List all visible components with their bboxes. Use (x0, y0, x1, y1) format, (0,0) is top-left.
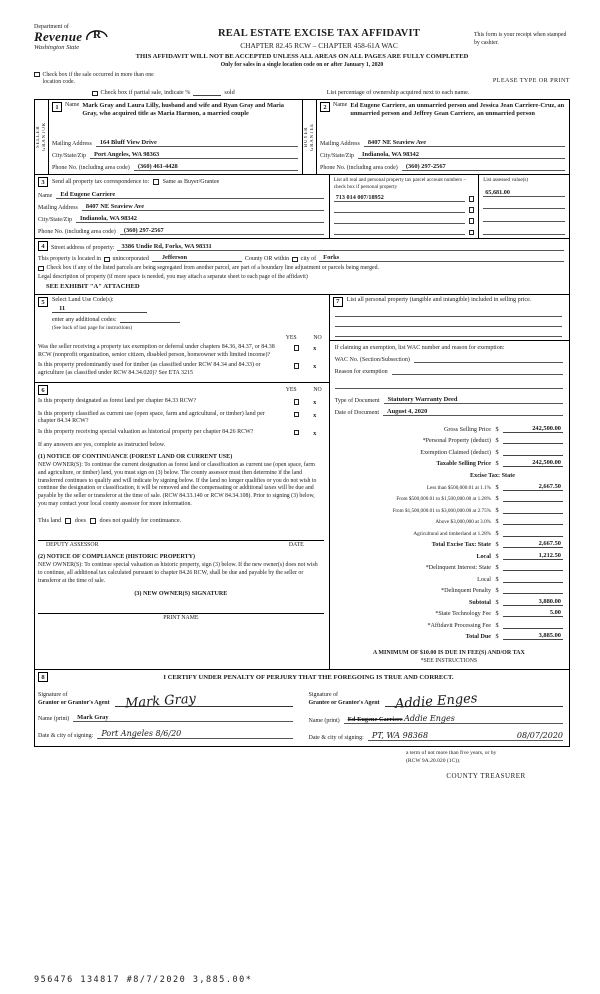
assessed-value-field-3[interactable] (483, 214, 565, 222)
buyer-city-field[interactable]: Indianola, WA 98342 (358, 151, 565, 159)
grantee-date-field[interactable] (368, 731, 563, 741)
svg-text:R: R (93, 29, 102, 41)
notice2-body: NEW OWNER(S): To continue special valuation as historic property, sign (3) below. If the new owner(s) does not wish to continue, all additional tax calculated pursuant to chapter 84.26 RCW, shall be due and payable by the seller or transferor at the time of sale. (38, 562, 318, 584)
dollar-sign: $ (495, 483, 499, 491)
grantee-print-field[interactable] (344, 714, 563, 724)
form-chapter: CHAPTER 82.45 RCW – CHAPTER 458-61A WAC (240, 41, 398, 50)
corr-mailing-field[interactable]: 8407 NE Seaview Ave (82, 203, 324, 211)
unincorporated-checkbox[interactable] (104, 257, 110, 263)
located-in-label: This property is located in (38, 256, 101, 263)
dollar-sign: $ (495, 425, 499, 433)
section6-question1: Is this property designated as forest land per chapter 84.33 RCW? (38, 398, 197, 405)
grantee-date: 08/07/2020 (516, 731, 563, 741)
personal-property-label: List all personal property (tangible and intangible) included in selling price. (346, 297, 532, 304)
section4-number: 4 (38, 241, 48, 251)
if-yes-note: If any answers are yes, complete as instructed below. (38, 442, 166, 449)
assessed-value-field-4[interactable] (483, 227, 565, 235)
does-not-checkbox[interactable] (90, 518, 96, 524)
multi-location-option (34, 72, 159, 86)
subtotal-label: Subtotal (468, 599, 491, 606)
section8-certification (35, 669, 569, 746)
buyer-mailing-field[interactable]: 8407 NE Seaview Ave (364, 139, 565, 147)
grantor-sig-label-2: Grantor or Grantor's Agent (38, 700, 110, 707)
section3-number: 3 (38, 177, 48, 187)
grantee-sig-label-2: Grantee or Grantee's Agent (308, 700, 380, 707)
s6-q2-no-mark[interactable]: x (313, 411, 317, 419)
corr-name-label: Name (38, 193, 53, 200)
no-header: NO (313, 335, 322, 342)
dollar-sign: $ (495, 437, 499, 445)
delinquent-interest-local-label: Local (477, 576, 491, 583)
grantee-signature-block (309, 687, 564, 741)
grantor-vertical-label: GRANTOR (42, 122, 47, 152)
exemption-reason-label: Reason for exemption (334, 369, 388, 376)
receipt-note: This form is your receipt when stamped by cashier. (474, 32, 567, 46)
grantor-signature: Mark Gray (124, 691, 197, 712)
land-use-label: Select Land Use Code(s): (52, 297, 114, 304)
seller-name-label: Name (65, 102, 80, 109)
total-excise-state-value[interactable]: 2,667.50 (503, 540, 563, 548)
county-treasurer-label: COUNTY TREASURER (446, 772, 526, 781)
section6-question2: Is this property classified as current use (open space, farm and agricultural, or timber) land per chapter 84.34 RCW? (38, 410, 265, 425)
personal-property-checkbox-1[interactable] (469, 196, 475, 202)
agricultural-timberland-value[interactable] (503, 529, 563, 537)
street-address-field[interactable]: 3386 Undie Rd, Forks, WA 98331 (117, 243, 564, 251)
tier1-value[interactable]: 2,667.50 (503, 483, 563, 491)
logo-state-text: Washington State (34, 43, 80, 51)
affidavit-processing-fee-label: *Affidavit Processing Fee (427, 622, 491, 629)
deputy-assessor-signature-line[interactable] (38, 540, 324, 541)
corr-phone-field[interactable]: (360) 297-2567 (120, 227, 324, 235)
grantee-vertical-label: GRANTEE (310, 123, 315, 152)
pre-form-row (34, 72, 570, 86)
section6-yes-no-header (286, 387, 322, 393)
excise-tax-state-header: Excise Tax: State (469, 472, 515, 480)
seller-name-field[interactable]: Mark Gray and Laura Lilly, husband and wife and Ryan Gray and Maria Gray, who acquired title as Maria Harmon, a married couple (82, 102, 284, 118)
partial-sale-label: Check box if partial sale, indicate % (100, 89, 191, 97)
seller-mailing-field[interactable]: 164 Bluff View Drive (96, 139, 298, 147)
notice3-title: (3) NEW OWNER(S) SIGNATURE (134, 591, 228, 598)
grantee-signature-field[interactable] (385, 687, 563, 712)
corr-city-field[interactable]: Indianola, WA 98342 (76, 215, 324, 223)
date-of-document-label: Date of Document (334, 410, 380, 417)
corr-mailing-label: Mailing Address (38, 205, 78, 212)
partial-sale-option (92, 89, 235, 96)
same-as-buyer-checkbox[interactable] (153, 179, 159, 185)
dollar-sign: $ (495, 518, 499, 526)
total-due-value[interactable]: 3,885.00 (503, 632, 563, 640)
personal-property-checkbox-3[interactable] (469, 218, 475, 224)
single-location-note: Only for sales in a single location code on or after January 1, 2020 (220, 61, 384, 68)
date-of-document-field[interactable]: August 4, 2020 (383, 408, 563, 416)
assessed-values-column (478, 175, 569, 238)
personal-property-line-1[interactable] (335, 307, 562, 317)
tier2-value[interactable] (503, 494, 563, 502)
county-or-label: County OR within (244, 256, 290, 263)
continuance-question (38, 517, 324, 524)
partial-sale-sold-label: sold (224, 89, 235, 97)
post-form-area (34, 750, 570, 782)
tier3-value[interactable] (503, 506, 563, 514)
city-name-field[interactable]: Forks (319, 254, 564, 262)
section6-question3: Is this property receiving special valuation as historical property per chapter 84.26 RCW? (38, 428, 254, 435)
grantee-sig-label-1: Signature of (308, 691, 338, 698)
grantor-print-field[interactable]: Mark Gray (73, 714, 292, 722)
legal-description-field[interactable]: SEE EXHIBIT "A" ATTACHED (46, 283, 140, 291)
dollar-sign: $ (495, 610, 499, 618)
grantee-print-struck: Ed Eugene Carriere (347, 716, 403, 724)
section5-yes-no-header (286, 335, 322, 341)
grantor-date-field[interactable]: Port Angeles 8/6/20 (97, 729, 292, 739)
gross-selling-price-value[interactable]: 242,500.00 (503, 425, 563, 433)
deputy-date-label: DATE (288, 542, 304, 549)
logo-revenue-text: Revenue (34, 29, 83, 44)
section1-number: 1 (52, 102, 62, 112)
dollar-sign: $ (495, 598, 499, 606)
cashier-stamp: 956476 134817 #8/7/2020 3,885.00* (34, 975, 253, 985)
buyer-city-label: City/State/Zip (320, 153, 354, 160)
total-excise-local-value[interactable]: 1,212.50 (503, 552, 563, 560)
section8-number: 8 (38, 672, 48, 682)
grantee-date-label: Date & city of signing: (308, 735, 364, 742)
section4-property-location (35, 238, 569, 294)
type-of-document-label: Type of Document (334, 398, 380, 405)
seller-phone-label: Phone No. (including area code) (52, 165, 130, 172)
personal-property-deduct-value[interactable] (503, 436, 563, 444)
corr-city-label: City/State/Zip (38, 217, 72, 224)
see-back-note: (See back of last page for instructions) (52, 325, 133, 332)
grantee-signature: Addie Enges (394, 691, 478, 712)
dollar-sign: $ (495, 541, 499, 549)
section5-question1: Was the seller receiving a property tax exemption or deferral under chapters 84.36, 84.37, or 84.38 RCW (nonprofit organization, senior citizen, disabled person, homeowner with limited income)? (38, 344, 275, 358)
s5-q1-no-mark[interactable]: x (313, 345, 317, 353)
seller-side-label (35, 100, 49, 174)
section5-land-use (35, 295, 329, 383)
additional-codes-field[interactable] (120, 316, 180, 323)
exemption-claimed-value[interactable] (503, 448, 563, 456)
assessed-value-field[interactable]: 65,681.00 (483, 189, 565, 197)
dollar-sign: $ (495, 575, 499, 583)
taxable-selling-price-value[interactable]: 242,500.00 (503, 459, 563, 467)
seller-city-label: City/State/Zip (52, 153, 86, 160)
affidavit-processing-fee-value[interactable] (503, 621, 563, 629)
street-address-label: Street address of property: (51, 245, 115, 252)
exemption-reason-field[interactable] (392, 367, 563, 375)
dollar-sign: $ (495, 460, 499, 468)
personal-property-box (330, 295, 569, 341)
tier4-label: Above $3,000,000 at 3.0% (435, 519, 491, 526)
notice1-body: NEW OWNER(S): To continue the current designation as forest land or classification as current use (open space, farm and agriculture, or timber) land, you must sign on (3) below. The county assessor must then determine if the land transferred continues to qualify and will indicate by signing below. If the land no longer qualifies or you do not wish to continue the designation or classification, it will be removed and the compensating or additional taxes will be due and payable by the seller or transferor at the time of sale. (RCW 84.33.140 or RCW 84.34.108). Prior to signing (3) below, you may contact your local county assessor for more information. (38, 462, 317, 507)
does-label: does (74, 517, 87, 525)
assessed-value-field-2[interactable] (483, 201, 565, 209)
total-due-label: Total Due (465, 634, 491, 641)
dollar-sign: $ (495, 552, 499, 560)
grantee-date-city: PT, WA 98368 (371, 731, 429, 741)
parcel-numbers-column (329, 175, 479, 238)
revenue-r-swoosh-icon (85, 24, 109, 46)
personal-property-checkbox-2[interactable] (469, 207, 475, 213)
revenue-logo-text (34, 24, 82, 51)
does-checkbox[interactable] (65, 518, 71, 524)
tier4-value[interactable] (503, 517, 563, 525)
dollar-sign: $ (495, 506, 499, 514)
parcel-number-field-3[interactable] (334, 216, 465, 224)
seller-city-field[interactable]: Port Angeles, WA 98363 (90, 151, 298, 159)
buyer-phone-field[interactable]: (360) 297-2567 (402, 163, 565, 171)
corr-phone-label: Phone No. (including area code) (38, 229, 116, 236)
see-instructions-note: *SEE INSTRUCTIONS (420, 658, 478, 665)
segregated-label: Check box if any of the listed parcels are being segregated from another parcel, are part of a boundary line adjustment or parcels being merged. (46, 265, 379, 272)
please-type-label: PLEASE TYPE OR PRINT (492, 76, 570, 84)
grantee-print-label: Name (print) (308, 718, 340, 725)
completion-warning: THIS AFFIDAVIT WILL NOT BE ACCEPTED UNLESS ALL AREAS ON ALL PAGES ARE FULLY COMPLETED (135, 52, 469, 60)
agricultural-timberland-label: Agricultural and timberland at 1.28% (413, 530, 491, 537)
section3-tax-correspondence (35, 174, 569, 238)
same-as-buyer-label: Same as Buyer/Grantee (162, 179, 220, 186)
excise-tax-table (335, 421, 563, 640)
dollar-sign: $ (495, 633, 499, 641)
state-technology-fee-value[interactable]: 5.00 (503, 609, 563, 617)
parties-section (35, 100, 569, 174)
s6-q1-no-mark[interactable]: x (313, 399, 317, 407)
two-column-area (35, 294, 569, 669)
delinquent-interest-state-value[interactable] (503, 563, 563, 571)
partial-sale-checkbox[interactable] (92, 91, 98, 97)
buyer-name-field[interactable]: Ed Eugene Carriere, an unmarried person and Jessica Jean Carriere-Cruz, an unmarried person and Jeffrey Gean Carriere, an unmarried person (350, 102, 565, 118)
buyer-phone-label: Phone No. (including area code) (320, 165, 398, 172)
this-land-label: This land (38, 517, 62, 525)
state-technology-fee-label: *State Technology Fee (435, 611, 491, 618)
additional-codes-label: enter any additional codes: (52, 317, 117, 324)
seller-phone-field[interactable]: (360) 461-4428 (134, 163, 298, 171)
perjury-fragment-line1: a term of not more than five years, or by (406, 750, 497, 757)
personal-property-line-3[interactable] (335, 327, 562, 337)
section6-designations (35, 383, 329, 669)
minimum-due-note: A MINIMUM OF $10.00 IS DUE IN FEE(S) AND/OR TAX (372, 650, 525, 657)
delinquent-penalty-value[interactable] (503, 586, 563, 594)
gross-selling-price-label: Gross Selling Price (443, 426, 491, 433)
buyer-vertical-label: BUYER (304, 126, 309, 148)
section7-number: 7 (333, 297, 343, 307)
parcel-numbers-header: List all real and personal property tax parcel account numbers – check box if personal property (333, 177, 466, 190)
section5-number: 5 (38, 297, 48, 307)
logo-dept-text: Department of (34, 24, 69, 30)
land-use-code-field[interactable]: 11 (52, 305, 147, 313)
s6-q3-no-mark[interactable]: x (313, 429, 317, 437)
grantee-print-handwritten: Addie Enges (404, 714, 455, 724)
personal-property-line-2[interactable] (335, 317, 562, 327)
grantor-sig-label-1: Signature of (38, 691, 68, 698)
tier2-label: From $500,000.01 to $1,500,000.00 at 1.28% (396, 496, 491, 503)
multi-location-label: Check box if the sale occurred in more than one location code. (42, 71, 154, 85)
buyer-mailing-label: Mailing Address (320, 141, 360, 148)
taxable-selling-price-label: Taxable Selling Price (436, 461, 491, 468)
s5-q1-yes-checkbox[interactable] (294, 345, 300, 351)
s5-q2-yes-checkbox[interactable] (294, 363, 300, 369)
partial-sale-row (34, 89, 570, 96)
form-title: REAL ESTATE EXCISE TAX AFFIDAVIT (217, 28, 421, 39)
segregated-checkbox[interactable] (38, 266, 44, 272)
notice2-title: (2) NOTICE OF COMPLIANCE (HISTORIC PROPERTY) (38, 554, 196, 561)
seller-mailing-label: Mailing Address (52, 141, 92, 148)
seller-vertical-label: SELLER (36, 125, 41, 149)
buyer-side-label (303, 100, 317, 174)
dollar-sign: $ (495, 495, 499, 503)
city-of-label: city of (300, 256, 317, 263)
tier3-label: From $1,500,000.01 to $3,000,000.00 at 2.75% (392, 507, 491, 514)
partial-sale-percent-field[interactable] (193, 89, 221, 96)
does-not-label: does not qualify for continuance. (99, 517, 182, 525)
seller-section (35, 100, 302, 174)
s6-q1-yes-checkbox[interactable] (294, 399, 300, 405)
buyer-name-label: Name (333, 102, 348, 109)
section5-question2: Is this property predominantly used for timber (as classified under RCW 84.34 and 84.33) or agriculture (as classified under RCW 84.34.020)? See ETA 3215 (38, 362, 261, 376)
type-of-document-field[interactable]: Statutory Warranty Deed (384, 396, 563, 404)
delinquent-interest-state-label: *Delinquent Interest: State (425, 565, 491, 572)
legal-description-label: Legal description of property (if more space is needed, you may attach a separate sheet to each page of the affidavit) (38, 274, 308, 281)
tier1-label: Less than $500,000.01 at 1.1% (426, 484, 491, 491)
dollar-sign: $ (495, 564, 499, 572)
personal-property-deduct-label: *Personal Property (deduct) (422, 438, 491, 445)
delinquent-interest-local-value[interactable] (503, 575, 563, 583)
section6-number: 6 (38, 385, 48, 395)
dollar-sign: $ (495, 621, 499, 629)
ownership-percentage-note: List percentage of ownership acquired next to each name. (326, 89, 470, 97)
parcel-number-field-2[interactable] (334, 205, 465, 213)
certification-statement: I CERTIFY UNDER PENALTY OF PERJURY THAT THE FOREGOING IS TRUE AND CORRECT. (163, 673, 454, 681)
grantor-date-label: Date & city of signing: (38, 733, 94, 740)
parcel-number-field[interactable]: 713 014 007/18952 (334, 194, 465, 202)
new-owner-signature-line[interactable] (38, 613, 324, 614)
print-name-label: PRINT NAME (163, 615, 199, 622)
wac-number-field[interactable] (414, 355, 563, 363)
city-of-checkbox[interactable] (292, 257, 298, 263)
deputy-assessor-label: DEPUTY ASSESSOR (46, 542, 99, 549)
grantor-print-label: Name (print) (38, 716, 70, 723)
s5-q2-no-mark[interactable]: x (313, 363, 317, 371)
wac-number-label: WAC No. (Section/Subsection) (334, 357, 410, 364)
delinquent-penalty-label: *Delinquent Penalty (441, 588, 491, 595)
assessed-values-header: List assessed value(s) (483, 177, 529, 184)
section2-number: 2 (320, 102, 330, 112)
exemption-reason-line-2[interactable] (335, 379, 563, 389)
parcel-number-field-4[interactable] (334, 227, 465, 235)
dollar-sign: $ (495, 529, 499, 537)
buyer-section (302, 100, 569, 174)
dollar-sign: $ (495, 587, 499, 595)
dollar-sign: $ (495, 448, 499, 456)
exemption-and-tax-area (330, 341, 569, 669)
send-correspondence-label: Send all property tax correspondence to: (52, 179, 150, 186)
grantor-signature-block (38, 687, 293, 741)
exemption-intro: If claiming an exemption, list WAC number and reason for exemption: (334, 345, 505, 352)
grantor-signature-field[interactable] (115, 687, 293, 712)
form-header (34, 24, 570, 51)
s6-no-header: NO (313, 387, 322, 394)
corr-name-field[interactable]: Ed Eugene Carriere (56, 191, 323, 199)
notice1-title: (1) NOTICE OF CONTINUANCE (FOREST LAND OR CURRENT USE) (38, 454, 233, 461)
unincorporated-label: unincorporated (112, 256, 149, 263)
personal-property-checkbox-4[interactable] (469, 230, 475, 236)
s6-yes-header: YES (285, 387, 297, 394)
affidavit-form-box (34, 99, 570, 747)
yes-header: YES (285, 335, 297, 342)
exemption-claimed-label: Exemption Claimed (deduct) (420, 449, 491, 456)
subtotal-value[interactable]: 3,880.00 (503, 598, 563, 606)
s6-q3-yes-checkbox[interactable] (294, 430, 300, 436)
total-excise-state-label: Total Excise Tax: State (431, 542, 491, 549)
section7-column (329, 295, 569, 669)
total-excise-local-label: Local (476, 553, 491, 560)
multi-location-checkbox[interactable] (34, 72, 40, 78)
revenue-logo (34, 24, 164, 51)
s6-q2-yes-checkbox[interactable] (294, 412, 300, 418)
perjury-fragment-line2: (RCW 9A.20.020 (1C)). (406, 757, 461, 764)
county-field[interactable]: Jefferson (152, 254, 242, 262)
